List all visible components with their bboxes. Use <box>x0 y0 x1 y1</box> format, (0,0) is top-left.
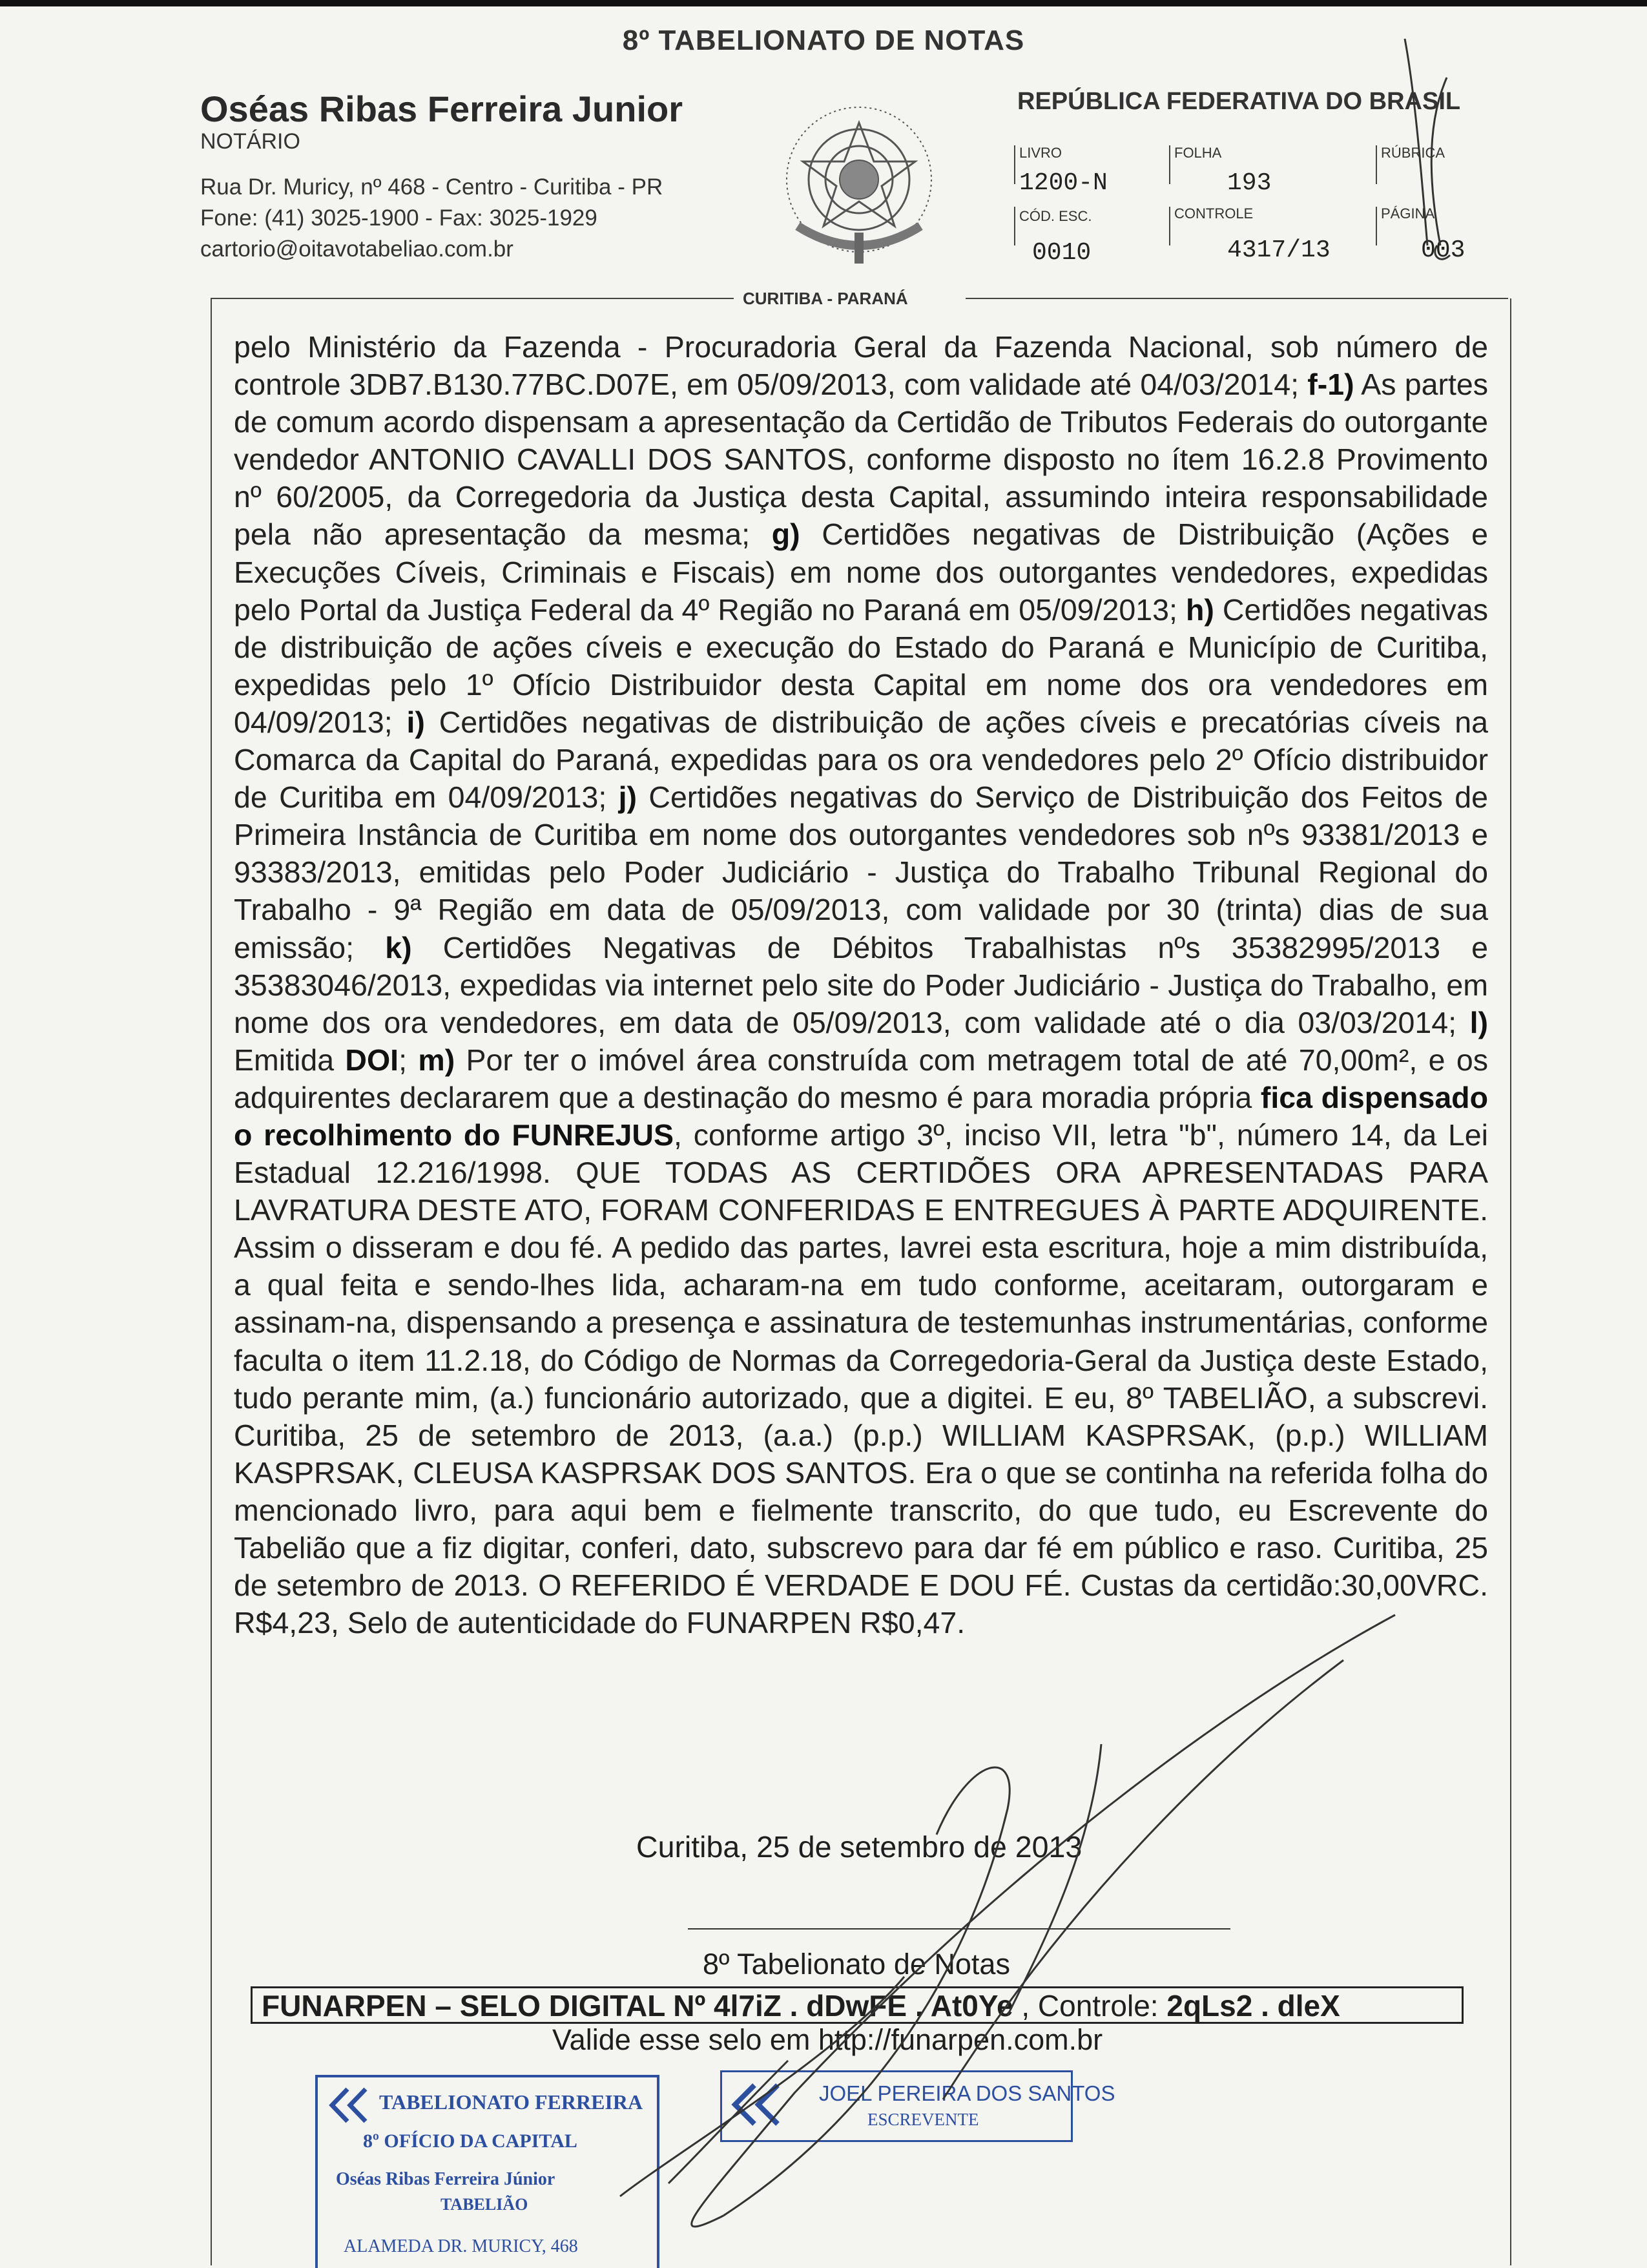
office-title: 8º TABELIONATO DE NOTAS <box>622 25 1025 56</box>
body-segment: ; <box>399 1043 419 1077</box>
body-segment: Certidões Negativas de Débitos Trabalhistas nºs 35382995/2013 e 35383046/2013, expedidas via internet pelo site do Poder Judiciário - Justiça do Trabalho, em nome dos ora vendedores, em data de 05/09/2013, com validade até o dia 03/03/2014; <box>234 930 1488 1039</box>
body-segment: Por ter o imóvel área construída com metragem total de até 70,00m², e os adquirentes declararem que a destinação do mesmo é para moradia própria <box>234 1043 1488 1114</box>
body-segment: Certidões negativas de distribuição de ações cíveis e execução do Estado do Paraná e Município de Curitiba, expedidas pelo 1º Ofício Distribuidor desta Capital em nome dos ora vendedores em 04/09/2013; <box>234 592 1488 739</box>
livro-value: 1200-N <box>1019 169 1108 197</box>
item-marker: m) <box>418 1043 455 1077</box>
item-marker: f-1) <box>1307 368 1354 402</box>
stamp-line: 8º OFÍCIO DA CAPITAL <box>363 2130 577 2152</box>
folha-value: 193 <box>1227 169 1272 197</box>
seal-control: 2qLs2 . dleX <box>1166 1989 1340 2023</box>
body-segment: , conforme artigo 3º, inciso VII, letra "b", número 14, da Lei Estadual 12.216/1998. QUE TODAS AS CERTIDÕES ORA APRESENTADAS PARA LAVRATURA DESTE ATO, FORAM CONFERIDAS E ENTREGUES À PARTE ADQUIRENTE. Assim o disseram e dou fé. A pedido das partes, lavrei esta escritura, hoje a mim distribuída, a qual feita e sendo-lhes lida, acharam-na em tudo conforme, aceitaram, outorgaram e assinam-na, dispensando a presença e assinatura de testemunhas instrumentárias, conforme faculta o item 11.2.18, do Código de Normas da Corregedoria-Geral da Justiça deste Estado, tudo perante mim, (a.) funcionário autorizado, que a digitei. E eu, 8º TABELIÃO, a subscrevi. Curitiba, 25 de setembro de 2013, (a.a.) (p.p.) WILLIAM KASPRSAK, (p.p.) WILLIAM KASPRSAK, CLEUSA KASPRSAK DOS SANTOS. Era o que se continha na referida folha do mencionado livro, para aqui bem e fielmente transcrito, do que tudo, eu Escrevente do Tabelião que a fiz digitar, conferi, dato, subscrevo para dar fé em público e raso. Curitiba, 25 de setembro de 2013. O REFERIDO É VERDADE E DOU FÉ. Custas da certidão:30,00VRC. R$4,23, Selo de autenticidade do FUNARPEN R$0,47. <box>234 1118 1488 1640</box>
signature-caption: 8º Tabelionato de Notas <box>703 1948 1010 1981</box>
republic-title: REPÚBLICA FEDERATIVA DO BRASIL <box>1017 88 1461 115</box>
office-address: Rua Dr. Muricy, nº 468 - Centro - Curitiba - PR <box>200 174 663 200</box>
notary-name: Oséas Ribas Ferreira Junior <box>200 88 683 129</box>
rubrica-label: RÚBRICA <box>1381 145 1445 161</box>
body-segment: Certidões negativas de distribuição de ações cíveis e precatórias cíveis na Comarca da Capital do Paraná, expedidas para os ora vendedores pelo 2º Ofício distribuidor de Curitiba em 04/09/2013; <box>234 705 1488 815</box>
stamp-line: TABELIONATO FERREIRA <box>379 2090 643 2114</box>
office-email: cartorio@oitavotabeliao.com.br <box>200 236 513 262</box>
body-segment: Certidões negativas de Distribuição (Ações e Execuções Cíveis, Criminais e Fiscais) em nome dos outorgantes vendedores, expedidas pelo Portal da Justiça Federal da 4º Região no Paraná em 05/09/2013; <box>234 517 1488 627</box>
item-marker: i) <box>406 705 425 739</box>
pagina-label: PÁGINA <box>1381 205 1435 222</box>
item-marker: k) <box>385 930 412 964</box>
cod-esc-label: CÓD. ESC. <box>1019 208 1092 224</box>
controle-value: 4317/13 <box>1227 236 1331 264</box>
place-date: Curitiba, 25 de setembro de 2013 <box>636 1830 1082 1864</box>
stamp-line: ESCREVENTE <box>867 2110 979 2129</box>
cod-esc-value: 0010 <box>1032 239 1092 267</box>
item-marker: j) <box>618 780 637 815</box>
pagina-value: 003 <box>1421 236 1466 264</box>
item-marker: l) <box>1469 1005 1488 1039</box>
office-phone: Fone: (41) 3025-1900 - Fax: 3025-1929 <box>200 205 597 231</box>
body-segment: Certidões negativas do Serviço de Distribuição dos Feitos de Primeira Instância de Curitiba em nome dos outorgantes vendedores sob nºs 93381/2013 e 93383/2013, emitidas pelo Poder Judiciário - Justiça do Trabalho Tribunal Regional do Trabalho - 9ª Região em data de 05/09/2013, com validade por 30 (trinta) dias de sua emissão; <box>234 780 1488 964</box>
body-segment: As partes de comum acordo dispensam a apresentação da Certidão de Tributos Federais do outorgante vendedor ANTONIO CAVALLI DOS SANTOS, conforme disposto no ítem 16.2.8 Provimento nº 60/2005, da Corregedoria da Justiça desta Capital, assumindo inteira responsabilidade pela não apresentação da mesma; <box>234 368 1488 552</box>
seal-middle: , Controle: <box>1013 1989 1167 2023</box>
stamp-line: Oséas Ribas Ferreira Júnior <box>336 2169 555 2189</box>
seal-code: 4l7iZ . dDwFE . At0Ye <box>714 1989 1013 2023</box>
body-segment: pelo Ministério da Fazenda - Procuradoria Geral da Fazenda Nacional, sob número de controle 3DB7.B130.77BC.D07E, em 05/09/2013, com validade até 04/03/2014; <box>234 330 1488 402</box>
folha-label: FOLHA <box>1174 145 1222 161</box>
stamp-line: ALAMEDA DR. MURICY, 468 <box>344 2236 578 2256</box>
notary-role: NOTÁRIO <box>200 129 300 154</box>
seal-validation-url: Valide esse selo em http://funarpen.com.br <box>552 2023 1103 2056</box>
livro-label: LIVRO <box>1019 145 1062 161</box>
item-marker: g) <box>771 517 800 552</box>
stamp-line: TABELIÃO <box>440 2195 528 2214</box>
body-segment: Emitida <box>234 1043 346 1077</box>
doi-marker: DOI <box>345 1043 399 1077</box>
seal-prefix: FUNARPEN – SELO DIGITAL Nº <box>262 1989 714 2023</box>
item-marker: h) <box>1185 592 1214 627</box>
city-label: CURITIBA - PARANÁ <box>743 289 908 308</box>
controle-label: CONTROLE <box>1174 205 1254 222</box>
funrejus-exemption: fica dispensado o recolhimento do FUNREJUS <box>234 1080 1488 1152</box>
stamp-line: JOEL PEREIRA DOS SANTOS <box>819 2081 1115 2105</box>
